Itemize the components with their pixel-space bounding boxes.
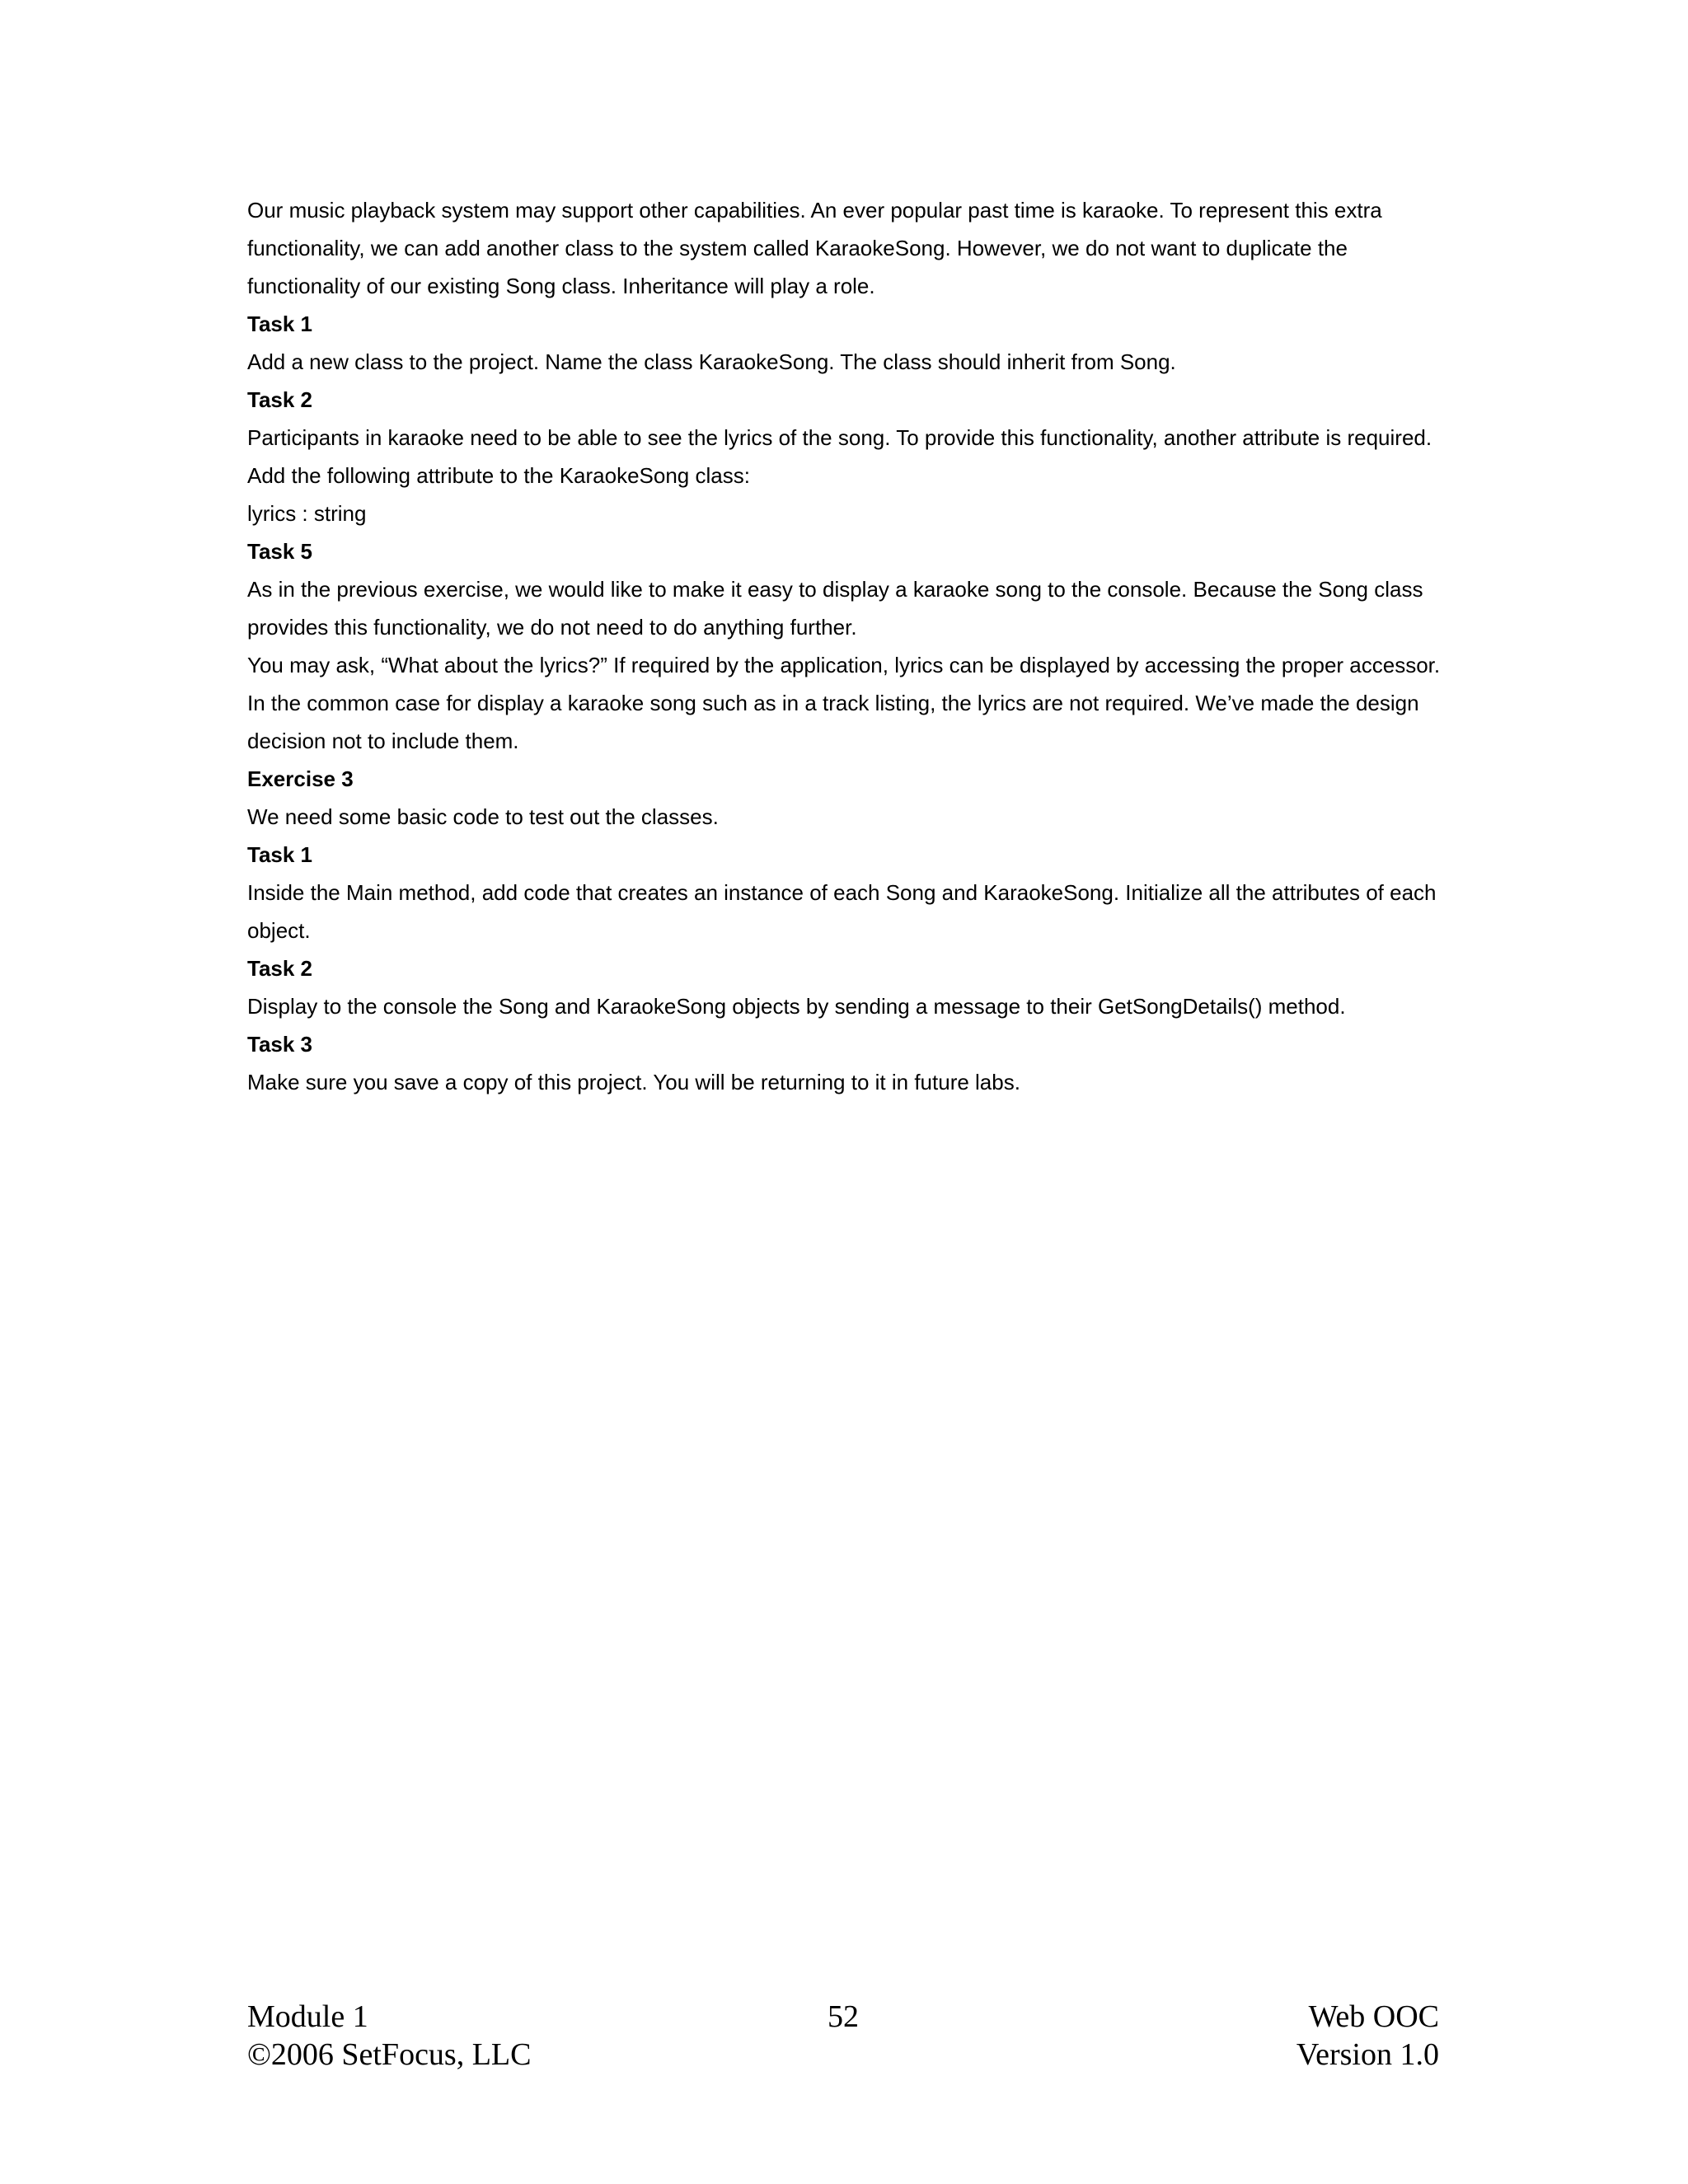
footer-copyright: ©2006 SetFocus, LLC <box>247 2037 532 2072</box>
page-footer <box>247 1998 1439 2080</box>
task-2-text: Participants in karaoke need to be able to see the lyrics of the song. To provide this functionality, another attribute is required. <box>247 425 1432 450</box>
exercise-3-task-3-text: Make sure you save a copy of this project. You will be returning to it in future labs. <box>247 1070 1020 1094</box>
footer-page-number: 52 <box>828 1999 859 2034</box>
intro-paragraph: Our music playback system may support other capabilities. An ever popular past time is karaoke. To represent this extra functionality, we can add another class to the system called KaraokeSong. However, we do not want to duplicate the functionality of our existing Song class. Inheritance will play a role. <box>247 198 1382 298</box>
attribute-definition: lyrics : string <box>247 501 367 526</box>
exercise-3-task-2-text: Display to the console the Song and KaraokeSong objects by sending a message to their GetSongDetails() method. <box>247 994 1346 1019</box>
document-body <box>247 191 1442 1101</box>
footer-course: Web OOC <box>1308 1999 1439 2034</box>
task-5-heading: Task 5 <box>247 539 313 564</box>
task-1-heading: Task 1 <box>247 312 313 336</box>
exercise-3-task-1-text: Inside the Main method, add code that creates an instance of each Song and KaraokeSong. Initialize all the attributes of each object. <box>247 880 1437 943</box>
exercise-3-task-1-heading: Task 1 <box>247 842 313 867</box>
footer-module: Module 1 <box>247 1999 368 2034</box>
attribute-instruction: Add the following attribute to the KaraokeSong class: <box>247 463 750 488</box>
exercise-3-task-2-heading: Task 2 <box>247 956 313 981</box>
task-1-text: Add a new class to the project. Name the class KaraokeSong. The class should inherit from Song. <box>247 349 1176 374</box>
task-5-text: As in the previous exercise, we would like to make it easy to display a karaoke song to the console. Because the Song class provides this functionality, we do not need to do anything further. <box>247 577 1423 640</box>
exercise-3-text: We need some basic code to test out the classes. <box>247 804 719 829</box>
footer-version: Version 1.0 <box>1296 2037 1439 2072</box>
task-2-heading: Task 2 <box>247 387 313 412</box>
exercise-3-task-3-heading: Task 3 <box>247 1032 313 1057</box>
exercise-3-heading: Exercise 3 <box>247 766 354 791</box>
footer-center <box>247 1998 1439 2036</box>
footer-right <box>1296 1998 1439 2074</box>
lyrics-note: You may ask, “What about the lyrics?” If required by the application, lyrics can be displayed by accessing the proper accessor. In the common case for display a karaoke song such as in a track listing, the lyrics are not required. We’ve made the design decision not to include them. <box>247 653 1441 753</box>
